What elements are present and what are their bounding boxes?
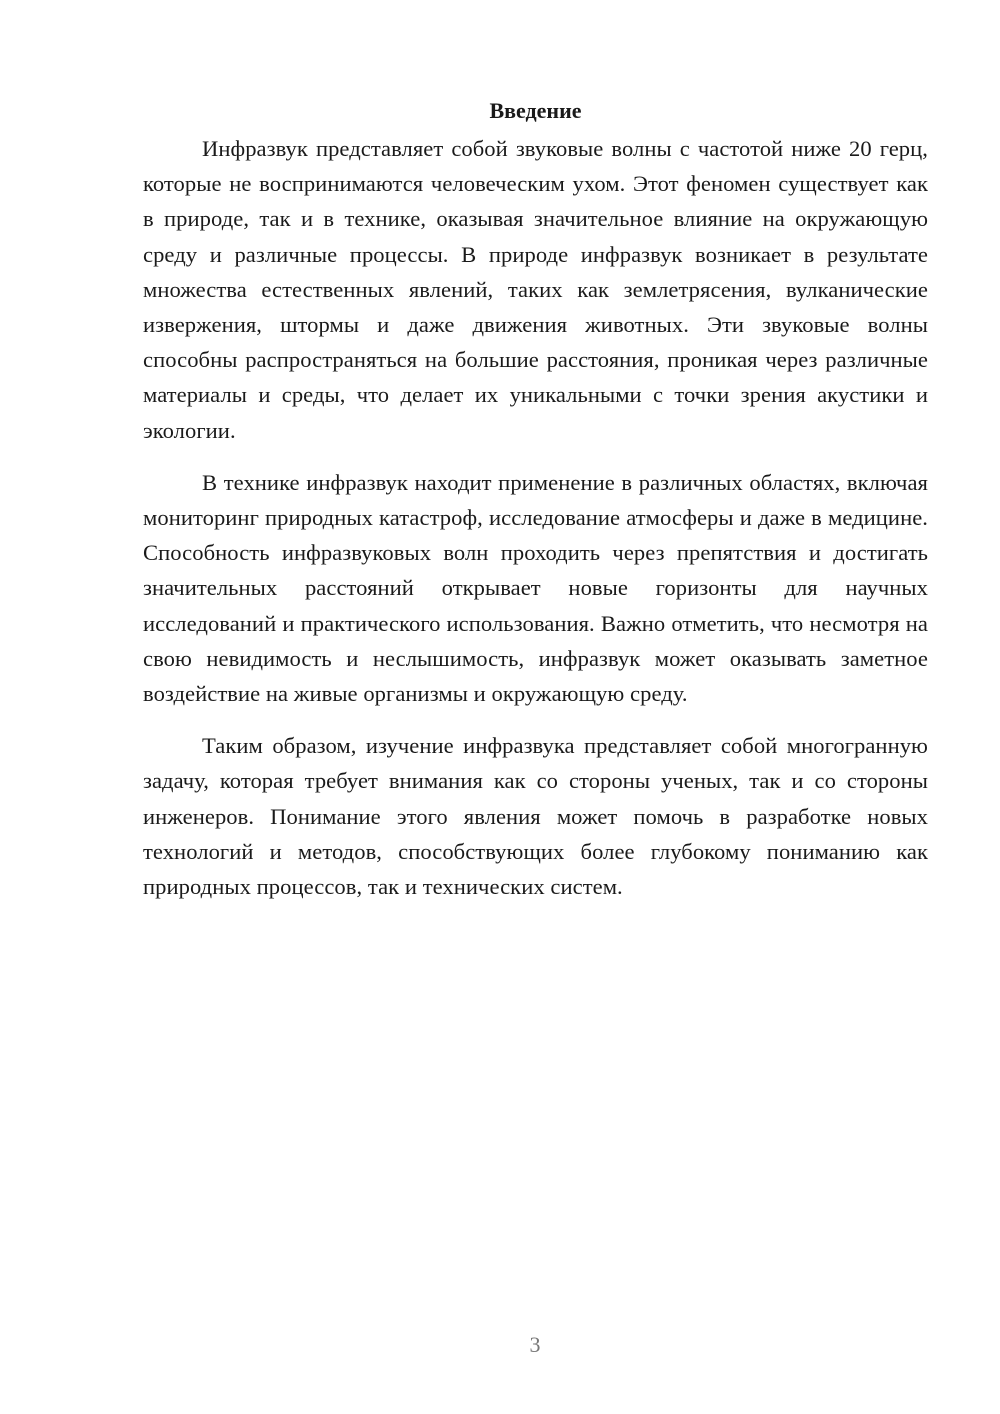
paragraph-3: Таким образом, изучение инфразвука представляет собой многогранную задачу, которая требует внимания как со стороны ученых, так и со стороны инженеров. Понимание этого явления может помочь в разработке новых технологий и методов, способствующих более глубокому пониманию как природных процессов, так и технических систем.: [143, 733, 928, 900]
page-number: 3: [529, 1332, 541, 1357]
page-content: [143, 92, 928, 921]
section-heading: Введение: [489, 98, 582, 123]
paragraph-1: Инфразвук представляет собой звуковые волны с частотой ниже 20 герц, которые не воспринимаются человеческим ухом. Этот феномен существует как в природе, так и в технике, оказывая значительное влияние на окружающую среду и различные процессы. В природе инфразвук возникает в результате множества естественных явлений, таких как землетрясения, вулканические извержения, штормы и даже движения животных. Эти звуковые волны способны распространяться на большие расстояния, проникая через различные материалы и среды, что делает их уникальными с точки зрения акустики и экологии.: [143, 136, 928, 443]
paragraph-2: В технике инфразвук находит применение в различных областях, включая мониторинг природных катастроф, исследование атмосферы и даже в медицине. Способность инфразвуковых волн проходить через препятствия и достигать значительных расстояний открывает новые горизонты для научных исследований и практического использования. Важно отметить, что несмотря на свою невидимость и неслышимость, инфразвук может оказывать заметное воздействие на живые организмы и окружающую среду.: [143, 469, 928, 707]
